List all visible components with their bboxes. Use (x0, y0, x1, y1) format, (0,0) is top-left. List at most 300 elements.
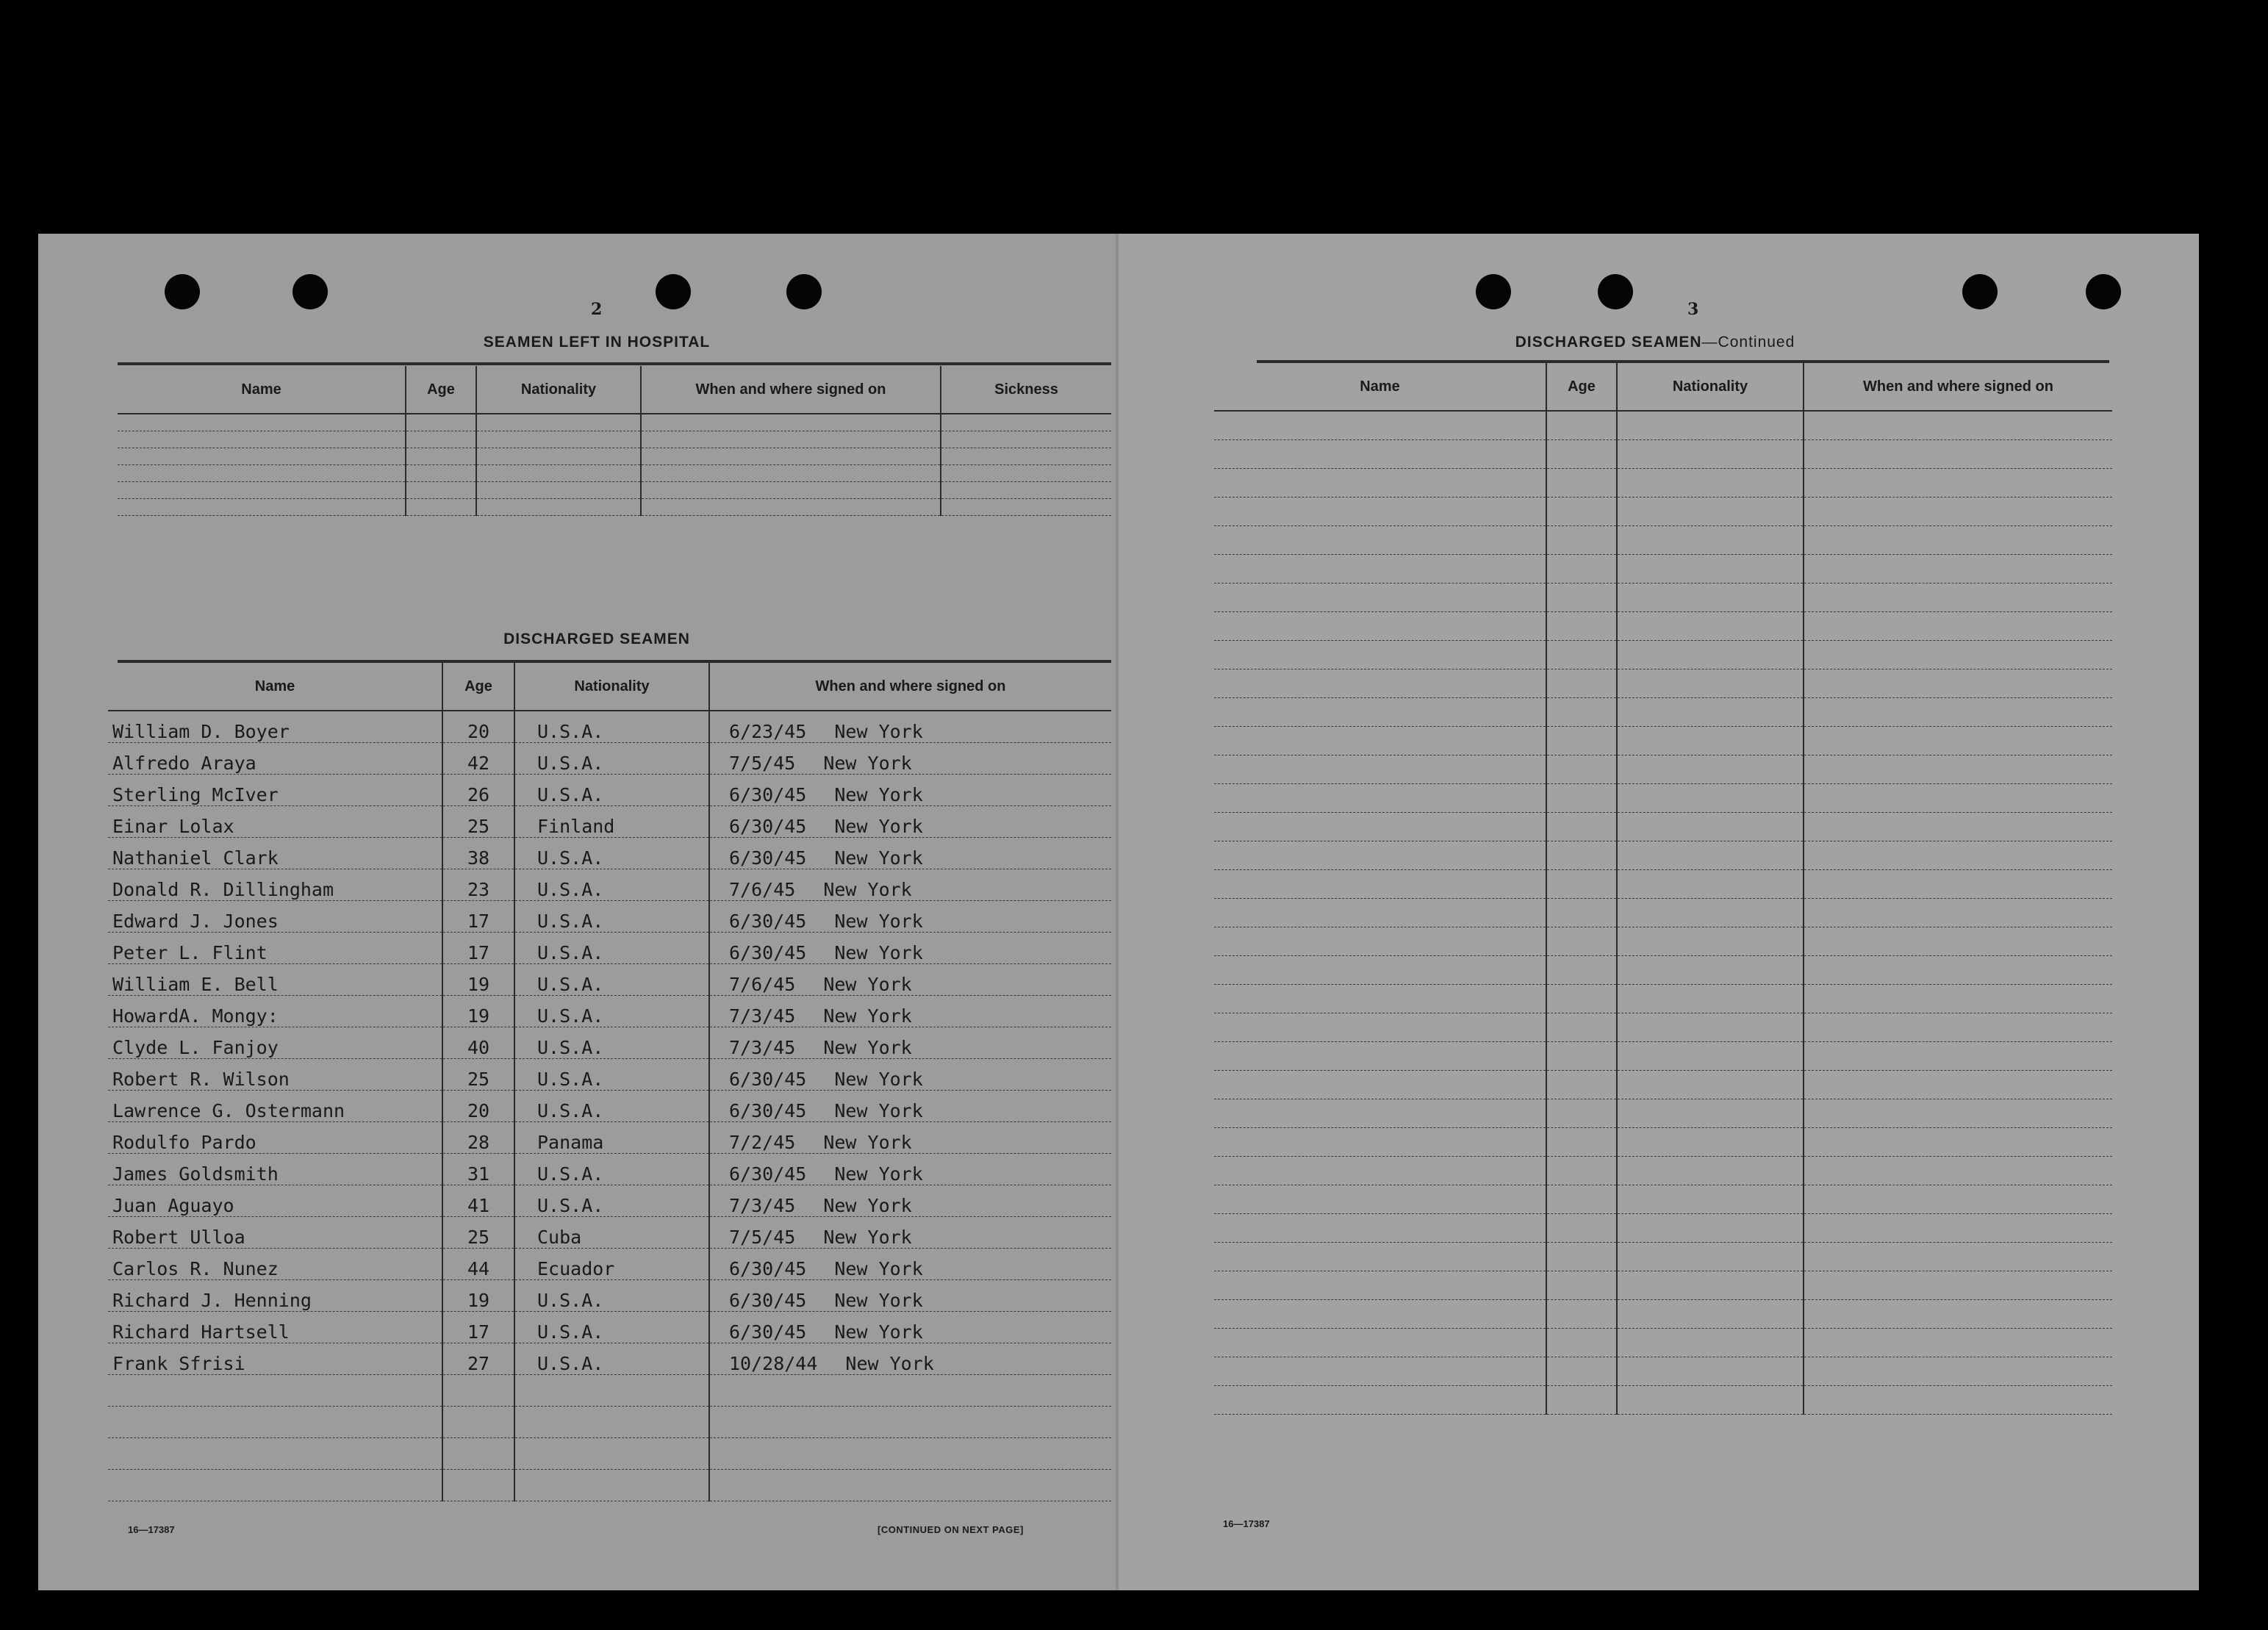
table-cell (406, 465, 476, 482)
seaman-nationality: U.S.A. (514, 743, 709, 775)
seaman-name: Clyde L. Fanjoy (108, 1027, 442, 1059)
table-cell (1804, 1357, 2112, 1386)
seaman-age: 28 (442, 1122, 514, 1154)
table-cell (406, 499, 476, 516)
signed-on-entry (714, 911, 1107, 932)
table-row (1214, 1185, 2112, 1214)
table-row (108, 1375, 1111, 1407)
table-row (118, 448, 1111, 465)
table-cell (1214, 1357, 1546, 1386)
page-number: 2 (591, 300, 603, 319)
table-cell (1214, 727, 1546, 755)
seaman-age: 23 (442, 869, 514, 901)
table-cell (1546, 1243, 1617, 1271)
table-row (108, 743, 1111, 775)
seaman-nationality: U.S.A. (514, 996, 709, 1027)
column-header-name: Name (118, 366, 406, 414)
seaman-age: 42 (442, 743, 514, 775)
seaman-signed-on (709, 1122, 1111, 1154)
table-cell (1214, 1271, 1546, 1300)
seaman-nationality: Cuba (514, 1217, 709, 1249)
table-row (108, 1312, 1111, 1343)
table-row (118, 499, 1111, 516)
table-row (108, 1343, 1111, 1375)
table-cell (1214, 1128, 1546, 1157)
signed-on-date: 6/30/45 (729, 784, 807, 805)
punch-hole (786, 274, 822, 309)
signed-on-date: 7/3/45 (729, 1037, 796, 1058)
table-row (108, 1154, 1111, 1185)
table-cell (1214, 1071, 1546, 1099)
table-row (108, 1438, 1111, 1470)
signed-on-date: 6/30/45 (729, 911, 807, 932)
table-row (1214, 755, 2112, 784)
table-cell (1546, 555, 1617, 584)
table-cell (1804, 1243, 2112, 1271)
table-cell (941, 448, 1111, 465)
table-cell (1804, 584, 2112, 612)
seaman-signed-on (709, 933, 1111, 964)
table-cell (1546, 784, 1617, 813)
signed-on-place: New York (823, 1005, 912, 1027)
seaman-signed-on (709, 1185, 1111, 1217)
table-cell (641, 414, 941, 431)
signed-on-place: New York (823, 1195, 912, 1216)
seaman-name: Einar Lolax (108, 806, 442, 838)
table-cell (1804, 669, 2112, 698)
table-row (1214, 841, 2112, 870)
seaman-name: Juan Aguayo (108, 1185, 442, 1217)
table-cell (1617, 1271, 1804, 1300)
seaman-age: 19 (442, 996, 514, 1027)
table-cell (1804, 1157, 2112, 1185)
table-cell (1214, 813, 1546, 841)
form-number: 16—17387 (1223, 1518, 1270, 1529)
table-cell (442, 1470, 514, 1501)
column-header-signed-on: When and where signed on (709, 663, 1111, 711)
table-cell (1214, 1042, 1546, 1071)
table-cell (1546, 870, 1617, 899)
table-cell (1546, 1300, 1617, 1329)
signed-on-date: 6/30/45 (729, 942, 807, 963)
punch-hole (656, 274, 691, 309)
table-cell (1804, 641, 2112, 669)
seaman-age: 26 (442, 775, 514, 806)
table-cell (641, 431, 941, 448)
seaman-nationality: U.S.A. (514, 711, 709, 743)
table-cell (1617, 698, 1804, 727)
table-row (1214, 1071, 2112, 1099)
table-row (1214, 1099, 2112, 1128)
table-cell (1546, 1013, 1617, 1042)
signed-on-place: New York (823, 974, 912, 995)
table-cell (1214, 1099, 1546, 1128)
table-cell (1546, 698, 1617, 727)
title-main: DISCHARGED SEAMEN (1515, 334, 1702, 351)
table-cell (1214, 784, 1546, 813)
table-cell (1546, 985, 1617, 1013)
signed-on-place: New York (834, 784, 923, 805)
table-cell (941, 465, 1111, 482)
seaman-age: 20 (442, 711, 514, 743)
table-cell (1546, 411, 1617, 440)
table-cell (1214, 899, 1546, 927)
signed-on-entry (714, 784, 1107, 805)
table-row (118, 465, 1111, 482)
seaman-nationality: U.S.A. (514, 901, 709, 933)
signed-on-date: 7/3/45 (729, 1195, 796, 1216)
table-cell (406, 414, 476, 431)
signed-on-entry (714, 1100, 1107, 1121)
table-cell (1214, 411, 1546, 440)
signed-on-entry (714, 879, 1107, 900)
seaman-name: Richard Hartsell (108, 1312, 442, 1343)
signed-on-place: New York (834, 1100, 923, 1121)
table-cell (1617, 956, 1804, 985)
table-row (1214, 612, 2112, 641)
table-row (1214, 1271, 2112, 1300)
table-cell (442, 1375, 514, 1407)
table-cell (1617, 584, 1804, 612)
table-cell (1214, 1386, 1546, 1415)
table-cell (1214, 440, 1546, 469)
seaman-age: 41 (442, 1185, 514, 1217)
table-cell (1804, 1386, 2112, 1415)
table-cell (1804, 498, 2112, 526)
table-cell (1617, 1329, 1804, 1357)
seaman-nationality: U.S.A. (514, 1027, 709, 1059)
seaman-signed-on (709, 711, 1111, 743)
table-cell (641, 465, 941, 482)
column-header-name: Name (108, 663, 442, 711)
table-row (118, 414, 1111, 431)
table-row (1214, 1329, 2112, 1357)
seaman-name: Carlos R. Nunez (108, 1249, 442, 1280)
table-cell (1804, 469, 2112, 498)
table-cell (1546, 1185, 1617, 1214)
table-cell (1546, 526, 1617, 555)
continued-note: [CONTINUED ON NEXT PAGE] (878, 1524, 1024, 1535)
table-row (108, 1185, 1111, 1217)
signed-on-date: 7/5/45 (729, 753, 796, 774)
table-row (1214, 1300, 2112, 1329)
seaman-signed-on (709, 806, 1111, 838)
signed-on-entry (714, 1069, 1107, 1090)
table-cell (1214, 1214, 1546, 1243)
table-row (108, 1027, 1111, 1059)
table-cell (476, 414, 641, 431)
column-header-signed-on: When and where signed on (1804, 363, 2112, 411)
table-cell (1546, 1386, 1617, 1415)
table-cell (709, 1407, 1111, 1438)
table-cell (1214, 1300, 1546, 1329)
table-cell (941, 431, 1111, 448)
table-row (108, 901, 1111, 933)
seaman-age: 40 (442, 1027, 514, 1059)
table-row (1214, 1214, 2112, 1243)
table-row (1214, 526, 2112, 555)
table-cell (1804, 1013, 2112, 1042)
seaman-signed-on (709, 1343, 1111, 1375)
table-row (108, 1091, 1111, 1122)
table-row (1214, 469, 2112, 498)
punch-hole (1476, 274, 1511, 309)
signed-on-entry (714, 847, 1107, 869)
table-cell (1546, 1157, 1617, 1185)
seaman-signed-on (709, 1280, 1111, 1312)
table-row (1214, 440, 2112, 469)
seaman-age: 25 (442, 1217, 514, 1249)
table-cell (118, 431, 406, 448)
table-row (108, 933, 1111, 964)
table-cell (476, 465, 641, 482)
table-cell (1617, 669, 1804, 698)
seaman-signed-on (709, 996, 1111, 1027)
seaman-nationality: U.S.A. (514, 775, 709, 806)
seaman-signed-on (709, 1249, 1111, 1280)
table-cell (1804, 698, 2112, 727)
punch-hole (1598, 274, 1633, 309)
table-cell (1546, 727, 1617, 755)
table-cell (1546, 584, 1617, 612)
signed-on-place: New York (834, 942, 923, 963)
table-cell (1804, 727, 2112, 755)
discharged-table (108, 663, 1111, 1501)
table-row (108, 1407, 1111, 1438)
table-cell (1617, 1300, 1804, 1329)
seaman-name: Alfredo Araya (108, 743, 442, 775)
seaman-age: 25 (442, 806, 514, 838)
seaman-name: Richard J. Henning (108, 1280, 442, 1312)
table-cell (1617, 755, 1804, 784)
signed-on-place: New York (823, 753, 912, 774)
table-cell (1546, 440, 1617, 469)
signed-on-place: New York (834, 1290, 923, 1311)
table-row (118, 431, 1111, 448)
table-row (108, 1217, 1111, 1249)
table-cell (514, 1438, 709, 1470)
table-cell (1546, 641, 1617, 669)
signed-on-place: New York (834, 847, 923, 869)
table-cell (1617, 612, 1804, 641)
table-cell (1804, 1300, 2112, 1329)
table-cell (1617, 641, 1804, 669)
table-cell (476, 448, 641, 465)
seaman-name: James Goldsmith (108, 1154, 442, 1185)
seaman-nationality: U.S.A. (514, 1343, 709, 1375)
table-cell (641, 448, 941, 465)
table-cell (1546, 1128, 1617, 1157)
signed-on-date: 7/2/45 (729, 1132, 796, 1153)
table-row (1214, 784, 2112, 813)
signed-on-entry (714, 974, 1107, 995)
hospital-section-title: SEAMEN LEFT IN HOSPITAL (483, 334, 711, 351)
table-cell (1214, 841, 1546, 870)
seaman-age: 17 (442, 933, 514, 964)
table-cell (1617, 927, 1804, 956)
seaman-age: 44 (442, 1249, 514, 1280)
seaman-signed-on (709, 964, 1111, 996)
table-cell (476, 482, 641, 499)
table-cell (1546, 956, 1617, 985)
table-cell (1214, 555, 1546, 584)
signed-on-entry (714, 1321, 1107, 1343)
seaman-signed-on (709, 1059, 1111, 1091)
table-row (1214, 1157, 2112, 1185)
table-cell (1617, 555, 1804, 584)
table-cell (118, 499, 406, 516)
table-cell (514, 1375, 709, 1407)
table-cell (1546, 1042, 1617, 1071)
seaman-age: 31 (442, 1154, 514, 1185)
signed-on-date: 6/23/45 (729, 721, 807, 742)
signed-on-date: 7/3/45 (729, 1005, 796, 1027)
table-cell (1546, 1071, 1617, 1099)
table-cell (1804, 784, 2112, 813)
seaman-age: 20 (442, 1091, 514, 1122)
table-cell (1804, 870, 2112, 899)
table-row (1214, 870, 2112, 899)
table-cell (476, 431, 641, 448)
table-cell (1546, 841, 1617, 870)
seaman-age: 38 (442, 838, 514, 869)
table-cell (1804, 1271, 2112, 1300)
table-cell (1804, 1185, 2112, 1214)
column-header-age: Age (406, 366, 476, 414)
table-row (1214, 641, 2112, 669)
table-row (1214, 813, 2112, 841)
table-cell (1214, 1013, 1546, 1042)
table-row (1214, 899, 2112, 927)
table-row (1214, 584, 2112, 612)
seaman-signed-on (709, 775, 1111, 806)
title-suffix: —Continued (1701, 334, 1795, 351)
column-header-sickness: Sickness (941, 366, 1111, 414)
table-row (1214, 985, 2112, 1013)
table-row (1214, 727, 2112, 755)
seaman-signed-on (709, 1091, 1111, 1122)
signed-on-entry (714, 1195, 1107, 1216)
table-cell (1214, 927, 1546, 956)
table-cell (641, 499, 941, 516)
table-row (108, 869, 1111, 901)
seaman-nationality: U.S.A. (514, 1154, 709, 1185)
table-cell (1804, 526, 2112, 555)
table-row (1214, 669, 2112, 698)
signed-on-place: New York (834, 816, 923, 837)
punch-hole (2086, 274, 2121, 309)
seaman-nationality: U.S.A. (514, 1091, 709, 1122)
signed-on-place: New York (834, 1163, 923, 1185)
seaman-signed-on (709, 869, 1111, 901)
table-cell (641, 482, 941, 499)
table-row (1214, 411, 2112, 440)
table-cell (476, 499, 641, 516)
seaman-name: Rodulfo Pardo (108, 1122, 442, 1154)
table-cell (442, 1407, 514, 1438)
table-row (108, 806, 1111, 838)
table-cell (1617, 498, 1804, 526)
table-cell (709, 1438, 1111, 1470)
signed-on-entry (714, 1227, 1107, 1248)
table-cell (118, 414, 406, 431)
seaman-name: Frank Sfrisi (108, 1343, 442, 1375)
signed-on-entry (714, 942, 1107, 963)
column-header-age: Age (442, 663, 514, 711)
signed-on-date: 10/28/44 (729, 1353, 818, 1374)
signed-on-date: 7/6/45 (729, 879, 796, 900)
seaman-signed-on (709, 1154, 1111, 1185)
table-cell (1546, 612, 1617, 641)
table-cell (1214, 669, 1546, 698)
table-cell (1617, 469, 1804, 498)
form-number: 16—17387 (128, 1524, 175, 1535)
divider (118, 362, 1111, 365)
table-row (108, 1249, 1111, 1280)
column-header-signed-on: When and where signed on (641, 366, 941, 414)
seaman-age: 17 (442, 901, 514, 933)
hospital-table (118, 366, 1111, 516)
table-cell (1546, 1099, 1617, 1128)
seaman-name: Sterling McIver (108, 775, 442, 806)
signed-on-date: 6/30/45 (729, 1069, 807, 1090)
table-cell (1804, 927, 2112, 956)
table-cell (1617, 784, 1804, 813)
page-number: 3 (1687, 300, 1699, 319)
signed-on-entry (714, 721, 1107, 742)
table-cell (1214, 870, 1546, 899)
table-cell (709, 1470, 1111, 1501)
table-cell (1804, 555, 2112, 584)
seaman-nationality: U.S.A. (514, 1059, 709, 1091)
table-row (1214, 1128, 2112, 1157)
table-cell (1617, 870, 1804, 899)
table-cell (1214, 1243, 1546, 1271)
table-cell (1617, 1042, 1804, 1071)
seaman-nationality: U.S.A. (514, 933, 709, 964)
seaman-signed-on (709, 743, 1111, 775)
signed-on-entry (714, 1258, 1107, 1279)
table-cell (1214, 469, 1546, 498)
table-cell (108, 1407, 442, 1438)
right-page (1119, 234, 2199, 1590)
table-cell (1214, 755, 1546, 784)
signed-on-place: New York (823, 879, 912, 900)
seaman-name: Donald R. Dillingham (108, 869, 442, 901)
seaman-signed-on (709, 1217, 1111, 1249)
table-cell (118, 465, 406, 482)
table-cell (1546, 469, 1617, 498)
table-row (1214, 498, 2112, 526)
table-cell (1546, 755, 1617, 784)
seaman-name: William E. Bell (108, 964, 442, 996)
seaman-signed-on (709, 901, 1111, 933)
table-cell (941, 414, 1111, 431)
seaman-nationality: U.S.A. (514, 964, 709, 996)
table-cell (1617, 440, 1804, 469)
discharged-section-title: DISCHARGED SEAMEN (503, 631, 690, 647)
seaman-name: William D. Boyer (108, 711, 442, 743)
table-cell (1214, 1185, 1546, 1214)
table-cell (1804, 985, 2112, 1013)
table-cell (108, 1470, 442, 1501)
seaman-age: 17 (442, 1312, 514, 1343)
seaman-name: Robert R. Wilson (108, 1059, 442, 1091)
punch-hole (1962, 274, 1998, 309)
table-cell (1214, 498, 1546, 526)
table-row (1214, 698, 2112, 727)
table-cell (1617, 411, 1804, 440)
